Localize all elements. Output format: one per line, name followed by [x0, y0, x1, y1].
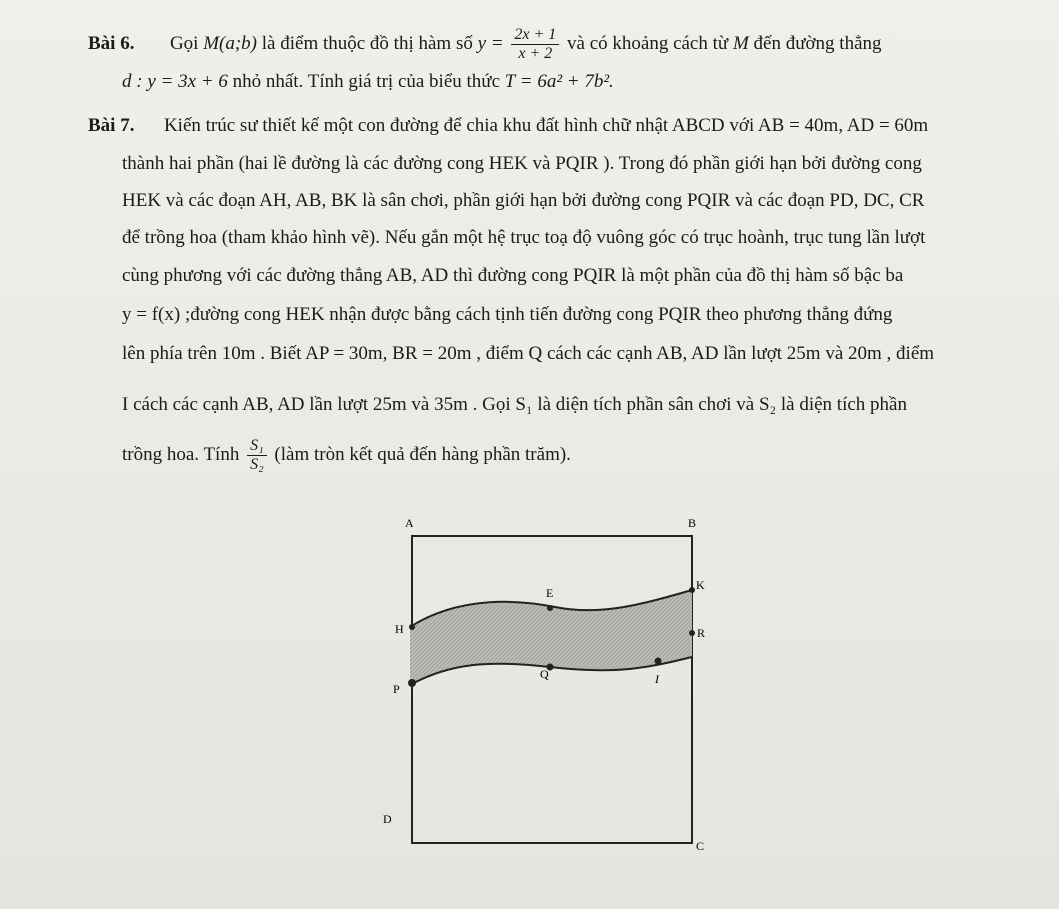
label-i: I	[655, 672, 659, 686]
road-band	[410, 590, 692, 685]
bai7-text-line: HEK và các đoạn AH, AB, BK là sân chơi, phần giới hạn bởi đường cong PQIR và các đoạn PD, DC, CR	[122, 190, 925, 211]
point-h	[409, 624, 415, 630]
bai7-last-post: (làm tròn kết quả đến hàng phần trăm).	[274, 443, 571, 465]
bai6-text1: là điểm thuộc đồ thị hàm số	[261, 32, 473, 54]
bai7-line8	[122, 393, 907, 417]
bai7-text-line: y = f(x) ;đường cong HEK nhận được bằng cách tịnh tiến đường cong PQIR theo phương thẳng đứng	[122, 304, 893, 325]
label-c: C	[696, 839, 705, 853]
bai6-frac-den: x + 2	[518, 45, 553, 62]
bai7-text-line: I cách các cạnh AB, AD lần lượt 25m và 35m . Gọi S₁ là diện tích phần sân chơi và S₂ là diện tích phần	[122, 394, 907, 415]
label-b: B	[688, 516, 697, 530]
label-h: H	[395, 622, 404, 636]
bai6-fraction	[511, 26, 559, 63]
bai7-text-line: Kiến trúc sư thiết kế một con đường để chia khu đất hình chữ nhật ABCD với AB = 40m, AD = 60m	[163, 115, 929, 136]
point-e	[547, 605, 553, 611]
bai7-line2	[122, 152, 922, 176]
bai6-text2: và có khoảng cách từ	[567, 32, 729, 54]
bai6-frac-num: 2x + 1	[511, 26, 559, 45]
bai7-line9	[122, 437, 571, 474]
bai6-intro: Gọi	[169, 32, 199, 54]
land-diagram	[350, 505, 730, 875]
bai6-expr: T = 6a² + 7b².	[504, 71, 614, 92]
label-p: P	[393, 682, 400, 696]
point-p	[408, 679, 416, 687]
label-a: A	[405, 516, 414, 530]
bai7-text-line: lên phía trên 10m . Biết AP = 30m, BR = 20m , điểm Q cách các cạnh AB, AD lần lượt 25m và 20m , điểm	[122, 343, 935, 364]
bai7-text-line: cùng phương với các đường thẳng AB, AD thì đường cong PQIR là một phần của đồ thị hàm số bậc ba	[122, 265, 904, 286]
label-k: K	[696, 578, 705, 592]
bai7-line7	[122, 342, 934, 366]
bai7-last-pre: trồng hoa. Tính	[122, 443, 240, 465]
land-diagram-svg	[350, 505, 730, 875]
bai6-text4: nhỏ nhất. Tính giá trị của biểu thức	[232, 71, 501, 92]
label-e: E	[546, 586, 554, 600]
rectangle-abcd	[412, 536, 692, 843]
bai6-m: M	[732, 32, 749, 54]
point-k	[689, 587, 695, 593]
bai7-fraction	[247, 437, 267, 474]
bai7-line5	[122, 264, 903, 288]
bai6-line2	[122, 70, 614, 94]
bai6-line1	[88, 26, 882, 63]
label-q: Q	[540, 667, 549, 681]
bai7-frac-den: S₂	[250, 456, 264, 473]
bai6-text3: đến đường thẳng	[753, 32, 882, 54]
bai7-line4	[122, 226, 925, 250]
label-r: R	[697, 626, 706, 640]
bai7-text-line: thành hai phần (hai lề đường là các đường cong HEK và PQIR ). Trong đó phần giới hạn bởi đường cong	[122, 153, 922, 174]
bai6-line-d: d : y = 3x + 6	[122, 71, 228, 92]
label-d: D	[383, 812, 392, 826]
bai7-label: Bài 7.	[88, 115, 135, 136]
bai6-point: M(a;b)	[203, 32, 258, 54]
bai6-label: Bài 6.	[88, 32, 135, 54]
bai7-line1	[88, 114, 928, 138]
bai7-text-line: để trồng hoa (tham khảo hình vẽ). Nếu gắn một hệ trục toạ độ vuông góc có trục hoành, trục tung lần lượt	[122, 227, 926, 248]
bai7-frac-num: S₁	[247, 437, 267, 456]
bai7-line6	[122, 303, 892, 327]
bai6-y-eq: y =	[477, 32, 504, 54]
point-i	[655, 658, 662, 665]
point-r-top	[689, 630, 695, 636]
bai7-line3	[122, 189, 924, 213]
